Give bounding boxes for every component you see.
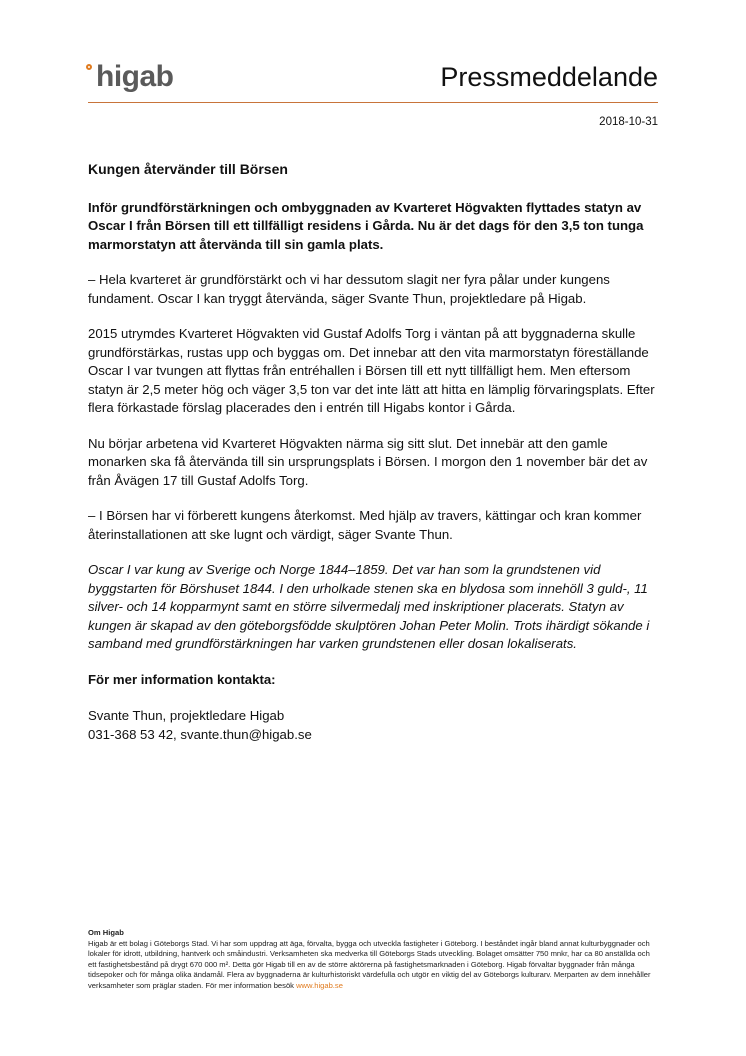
footer-body-text: Higab är ett bolag i Göteborgs Stad. Vi har som uppdrag att äga, förvalta, bygga och utveckla fastigheter i Göteborg. I beståndet ingår bland annat kulturbyggnader och lokaler för idrott, utbildning, hantverk och småindustri. Verksamheten ska medverka till Göteborgs Stads utveckling. Bolaget omsätter 750 mnkr, har ca 80 anställda och ett fastighetsbestånd på drygt 670 000 m². Detta gör Higab till en av de större aktörerna på fastighetsmarknaden i Göteborg. Higab förvaltar byggnader från många tidsepoker och för många olika ändamål. Flera av byggnaderna är kulturhistoriskt värdefulla och utgör en viktig del av Göteborgs kulturarv. Merparten av dem innehåller verksamheter som präglar staden. För mer information besök <box>88 938 651 990</box>
about-higab-footer <box>88 928 658 992</box>
article-lead: Inför grundförstärkningen och ombyggnaden av Kvarteret Högvakten flyttades statyn av Oscar I från Börsen till ett tillfälligt residens i Gårda. Nu är det dags för den 3,5 ton tunga marmorstatyn att återvända till sin gamla plats. <box>88 199 644 252</box>
footer-website-link[interactable]: www.higab.se <box>296 980 343 990</box>
contact-name: Svante Thun, projektledare Higab <box>88 708 285 723</box>
article-fact-paragraph: Oscar I var kung av Sverige och Norge 1844–1859. Det var han som la grundstenen vid byggstarten för Börshuset 1844. I den urholkade stenen ska en blydosa som innehöll 3 guld-, 11 silver- och 14 kopparmynt samt en större silvermedalj med inskriptioner placerats. Statyn av kungen är skapad av den göteborgsfödde skulptören Johan Peter Molin. Trots ihärdigt sökande i samband med grundförstärkningen har varken grundstenen eller dosan lokaliserats. <box>88 562 650 651</box>
document-type: Pressmeddelande <box>440 62 658 92</box>
header-divider <box>88 102 658 103</box>
contact-phone-email: 031-368 53 42, svante.thun@higab.se <box>88 726 312 742</box>
footer-text <box>88 939 658 992</box>
article-title: Kungen återvänder till Börsen <box>88 161 288 177</box>
article-paragraph: – I Börsen har vi förberett kungens återkomst. Med hjälp av travers, kättingar och kran kommer återinstallationen att ske lugnt och värdigt, säger Svante Thun. <box>88 508 642 542</box>
article-paragraph: 2015 utrymdes Kvarteret Högvakten vid Gustaf Adolfs Torg i väntan på att byggnaderna skulle grundförstärkas, rustas upp och byggas om. Det innebar att den vita marmorstatyn föreställande Oscar I var tvungen att flyttas från entréhallen i Börsen till ett nytt tillfälligt hem. Men eftersom statyn är 2,5 meter hög och väger 3,5 ton var det inte lätt att hitta en lämplig förvaringsplats. Efter flera förkastade förslag placerades den i entrén till Higabs kontor i Gårda. <box>88 326 655 415</box>
article-body <box>88 160 658 744</box>
contact-heading: För mer information kontakta: <box>88 671 276 687</box>
logo-text: higab <box>96 60 174 93</box>
article-paragraph: Nu börjar arbetena vid Kvarteret Högvakten närma sig sitt slut. Det innebär att den gamle monarken ska få återvända till sin ursprungsplats i Börsen. I morgon den 1 november bär det av från Åvägen 17 till Gustaf Adolfs Torg. <box>88 435 648 488</box>
logo-ring-icon <box>86 64 92 70</box>
footer-heading: Om Higab <box>88 928 124 937</box>
higab-logo <box>88 60 174 94</box>
publish-date: 2018-10-31 <box>599 116 658 128</box>
article-paragraph: – Hela kvarteret är grundförstärkt och vi har dessutom slagit ner fyra pålar under kungens fundament. Oscar I kan tryggt återvända, säger Svante Thun, projektledare på Higab. <box>88 272 610 306</box>
